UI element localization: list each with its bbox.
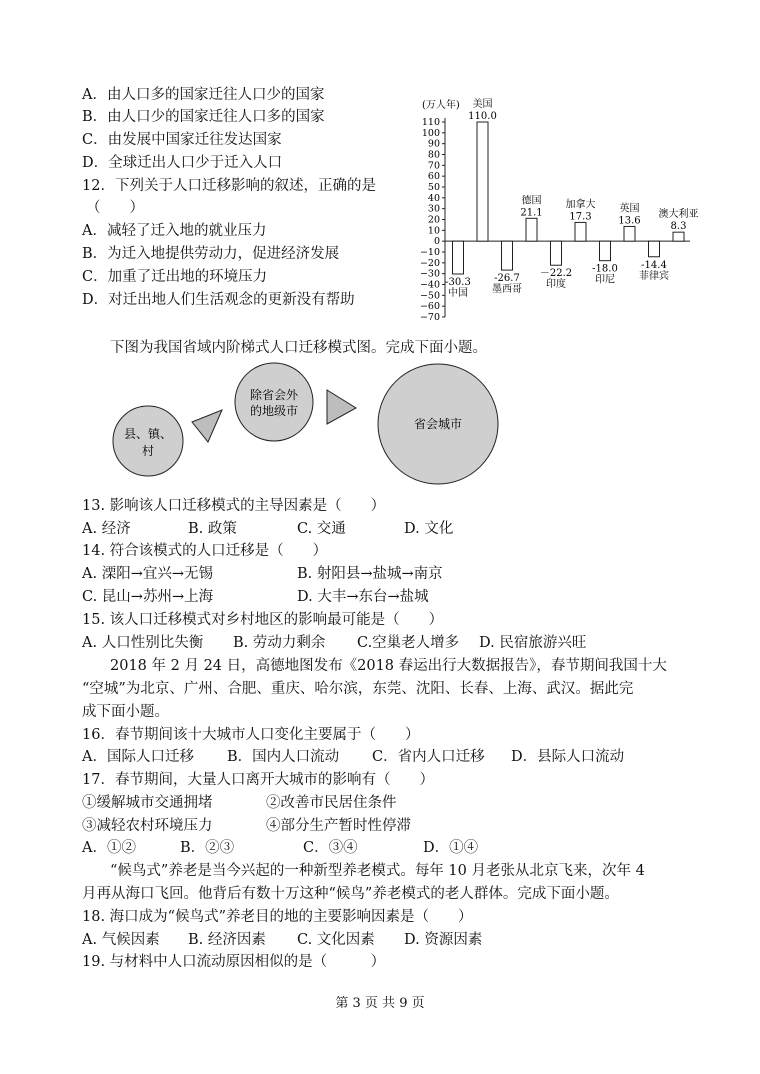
chart-ytick-label: 30 xyxy=(427,203,440,215)
q16-option-b: B．国内人口流动 xyxy=(227,749,340,765)
chart-category-label: 英国 xyxy=(619,203,640,215)
circle-capital-label: 省会城市 xyxy=(413,417,463,431)
chart-value-label: －22.2 xyxy=(539,268,573,280)
q12-option-c: C．加重了迁出地的环境压力 xyxy=(82,269,268,285)
migration-diagram xyxy=(110,358,530,488)
q18-option-b: B. 经济因素 xyxy=(188,932,266,948)
circle-prefecture xyxy=(235,363,313,441)
q14-stem: 14. 符合该模式的人口迁移是（ ） xyxy=(82,543,328,559)
chart-bar-9 xyxy=(649,241,660,257)
chart-bar-10 xyxy=(673,232,684,241)
chart-bar-4 xyxy=(526,218,537,241)
chart-ytick-label: −10 xyxy=(419,247,440,258)
q16-option-a: A．国际人口迁移 xyxy=(82,749,194,765)
chart-category-label: 德国 xyxy=(521,195,542,207)
chart-category-label: 加拿大 xyxy=(565,199,596,211)
para16-line3: 成下面小题。 xyxy=(82,704,169,720)
chart-value-label: 110.0 xyxy=(468,111,497,122)
circle-prefecture-label-1: 除省会外 xyxy=(249,388,299,402)
q19-stem: 19. 与材料中人口流动原因相似的是（ ） xyxy=(82,954,386,970)
q12-paren: （ ） xyxy=(86,200,144,216)
q18-option-a: A. 气候因素 xyxy=(82,932,160,948)
q16-stem: 16．春节期间该十大城市人口变化主要属于（ ） xyxy=(82,727,420,743)
chart-value-label: 17.3 xyxy=(569,211,592,223)
circle-county-label-2: 村 xyxy=(141,444,155,458)
q17-item-3: ③减轻农村环境压力 xyxy=(82,818,213,834)
intro-13: 下图为我国省域内阶梯式人口迁移模式图。完成下面小题。 xyxy=(110,340,487,356)
chart-ylabel: (万人年) xyxy=(422,100,460,111)
chart-category-label: 中国 xyxy=(448,287,468,299)
chart-ytick-label: 100 xyxy=(421,127,440,139)
chart-bar-8 xyxy=(624,226,635,241)
q17-item-2: ②改善市民居住条件 xyxy=(266,795,397,811)
chart-ytick-label: 70 xyxy=(427,160,440,172)
q18-stem: 18. 海口成为“候鸟式”养老目的地的主要影响因素是（ ） xyxy=(82,909,473,925)
circle-prefecture-label-2: 的地级市 xyxy=(249,404,299,418)
page-footer: 第 3 页 共 9 页 xyxy=(335,996,425,1011)
chart-ytick-label: 20 xyxy=(427,214,440,226)
chart-ytick-label: 80 xyxy=(427,149,440,161)
arrow-2 xyxy=(327,390,356,424)
para16-line2: “空城”为北京、广州、合肥、重庆、哈尔滨，东莞、沈阳、长春、上海、武汉。据此完 xyxy=(82,681,634,697)
q15-option-d: D. 民宿旅游兴旺 xyxy=(479,635,587,651)
q17-option-a: A．①② xyxy=(82,840,136,856)
chart-value-label: -26.7 xyxy=(494,273,520,285)
chart-value-label: 21.1 xyxy=(520,207,543,219)
q17-item-4: ④部分生产暂时性停滞 xyxy=(266,818,411,834)
q16-option-c: C．省内人口迁移 xyxy=(372,749,485,765)
chart-value-label: -14.4 xyxy=(641,259,667,271)
q12-option-b: B．为迁入地提供劳动力，促进经济发展 xyxy=(82,246,340,262)
q15-stem: 15. 该人口迁移模式对乡村地区的影响最可能是（ ） xyxy=(82,612,444,628)
q17-stem: 17．春节期间，大量人口离开大城市的影响有（ ） xyxy=(82,772,434,788)
q14-option-b: B. 射阳县→盐城→南京 xyxy=(297,566,443,582)
chart-category-label: 澳大利亚 xyxy=(658,209,699,221)
q15-option-c: C.空巢老人增多 xyxy=(357,635,460,651)
chart-ytick-label: 40 xyxy=(427,192,440,204)
arrow-1 xyxy=(192,410,222,442)
chart-ytick-label: −60 xyxy=(419,301,440,313)
chart-ytick-label: −20 xyxy=(419,257,440,269)
chart-ytick-label: 50 xyxy=(427,182,440,193)
q12-stem: 12．下列关于人口迁移影响的叙述，正确的是 xyxy=(82,178,376,194)
chart-ytick-label: 10 xyxy=(427,225,440,237)
chart-bar-3 xyxy=(502,241,513,270)
q17-item-1: ①缓解城市交通拥堵 xyxy=(82,795,213,811)
chart-bar-5 xyxy=(551,241,562,265)
chart-category-label: 墨西哥 xyxy=(492,284,522,296)
chart-bar-2 xyxy=(477,122,488,241)
chart-ytick-label: 0 xyxy=(433,236,440,248)
q13-option-c: C. 交通 xyxy=(297,521,346,537)
para18-line2: 月再从海口飞回。他背后有数十万这种“候鸟”养老模式的老人群体。完成下面小题。 xyxy=(82,886,619,902)
q13-stem: 13. 影响该人口迁移模式的主导因素是（ ） xyxy=(82,498,386,514)
q13-option-b: B. 政策 xyxy=(188,521,237,537)
chart-bar-7 xyxy=(600,241,611,261)
chart-category-label: 印尼 xyxy=(595,274,615,286)
chart-ytick-label: −50 xyxy=(419,290,440,302)
chart-category-label: 印度 xyxy=(546,279,566,291)
q18-option-d: D. 资源因素 xyxy=(404,932,483,948)
q13-option-d: D. 文化 xyxy=(404,521,454,537)
chart-bar-6 xyxy=(575,222,586,241)
chart-value-label: 8.3 xyxy=(670,221,687,233)
q15-option-b: B. 劳动力剩余 xyxy=(233,635,326,651)
chart-ytick-label: 60 xyxy=(427,171,440,183)
q14-option-a: A. 溧阳→宜兴→无锡 xyxy=(82,566,213,582)
chart-value-label: -18.0 xyxy=(592,263,618,275)
q12-option-a: A．减轻了迁入地的就业压力 xyxy=(82,223,267,239)
chart-ytick-label: −70 xyxy=(419,312,440,323)
chart-ytick-label: −40 xyxy=(419,279,440,291)
chart-bar-1 xyxy=(453,241,464,274)
q16-option-d: D．县际人口流动 xyxy=(511,749,625,765)
q11-option-a: A．由人口多的国家迁往人口少的国家 xyxy=(82,87,325,103)
para18-line1: “候鸟式”养老是当今兴起的一种新型养老模式。每年 10 月老张从北京飞来，次年 4 xyxy=(110,863,645,879)
q17-option-c: C．③④ xyxy=(303,840,358,856)
chart-ytick-label: −30 xyxy=(419,268,440,280)
q11-option-d: D．全球迁出人口少于迁入人口 xyxy=(82,155,283,171)
q17-option-d: D．①④ xyxy=(423,840,479,856)
chart-category-label: 菲律宾 xyxy=(639,270,669,282)
q11-option-b: B．由人口少的国家迁往人口多的国家 xyxy=(82,109,325,125)
chart-ytick-label: 90 xyxy=(427,138,440,150)
circle-county-label-1: 县、镇、 xyxy=(123,427,173,441)
chart-value-label: 13.6 xyxy=(618,215,641,227)
q14-option-c: C. 昆山→苏州→上海 xyxy=(82,589,214,605)
migration-bar-chart xyxy=(400,92,700,327)
para16-line1: 2018 年 2 月 24 日，高德地图发布《2018 春运出行大数据报告》，春节期间我国十大 xyxy=(110,658,667,674)
q15-option-a: A. 人口性别比失衡 xyxy=(82,635,204,651)
q12-option-d: D．对迁出地人们生活观念的更新没有帮助 xyxy=(82,292,355,308)
q13-option-a: A. 经济 xyxy=(82,521,131,537)
q18-option-c: C. 文化因素 xyxy=(297,932,375,948)
q14-option-d: D. 大丰→东台→盐城 xyxy=(297,589,429,605)
chart-ytick-label: 110 xyxy=(421,117,440,128)
chart-category-label: 美国 xyxy=(472,99,493,110)
circle-county xyxy=(113,406,183,476)
chart-value-label: -30.3 xyxy=(445,276,471,288)
q11-option-c: C．由发展中国家迁往发达国家 xyxy=(82,132,282,148)
q17-option-b: B．②③ xyxy=(180,840,235,856)
